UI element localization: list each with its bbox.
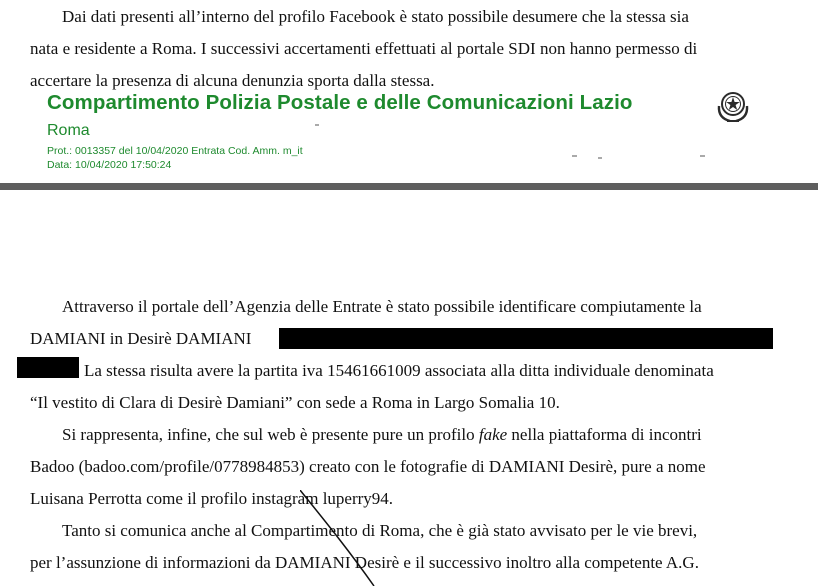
- top-paragraph-line-3: accertare la presenza di alcuna denunzia sporta dalla stessa.: [30, 71, 435, 90]
- paragraph-1-line-3: La stessa risulta avere la partita iva 15461661009 associata alla ditta individuale denominata: [84, 361, 714, 380]
- paragraph-2-line-2: Badoo (badoo.com/profile/0778984853) creato con le fotografie di DAMIANI Desirè, pure a nome: [30, 457, 706, 476]
- letterhead-date: Data: 10/04/2020 17:50:24: [47, 159, 172, 171]
- letterhead-city: Roma: [47, 122, 90, 139]
- paragraph-2-line-1-start: Si rappresenta, infine, che sul web è presente pure un profilo: [62, 425, 479, 444]
- paragraph-2-line-3: Luisana Perrotta come il profilo instagram luperry94.: [30, 489, 394, 508]
- paragraph-1-line-2: DAMIANI in Desirè DAMIANI: [30, 329, 252, 348]
- redaction-box: [17, 357, 79, 378]
- top-paragraph-line-2: nata e residente a Roma. I successivi accertamenti effettuati al portale SDI non hanno permesso di: [30, 39, 698, 58]
- paragraph-3-line-1: Tanto si comunica anche al Compartimento di Roma, che è già stato avvisato per le vie brevi,: [62, 521, 698, 540]
- pen-stroke-mark: [300, 490, 390, 586]
- scan-speck: [700, 155, 705, 157]
- paragraph-2-line-1: [62, 425, 702, 445]
- scan-speck: [315, 124, 319, 126]
- letterhead-title: Compartimento Polizia Postale e delle Comunicazioni Lazio: [47, 91, 633, 114]
- paragraph-2-line-1-end: nella piattaforma di incontri: [507, 425, 702, 444]
- paragraph-1-line-4: “Il vestito di Clara di Desirè Damiani” con sede a Roma in Largo Somalia 10.: [30, 393, 560, 412]
- top-paragraph-line-1: Dai dati presenti all’interno del profilo Facebook è stato possibile desumere che la stessa sia: [62, 7, 689, 26]
- letterhead-protocol: Prot.: 0013357 del 10/04/2020 Entrata Cod. Amm. m_it: [47, 145, 303, 157]
- paragraph-3-line-2: per l’assunzione di informazioni da DAMIANI Desirè e il successivo inoltro alla competente A.G.: [30, 553, 699, 572]
- italian-republic-emblem-icon: [716, 88, 750, 124]
- scan-speck: [598, 157, 602, 159]
- fake-emphasis: fake: [478, 425, 508, 444]
- page-separator: [0, 183, 818, 190]
- scan-speck: [572, 155, 577, 157]
- paragraph-1-line-1: Attraverso il portale dell’Agenzia delle Entrate è stato possibile identificare compiutamente la: [62, 297, 702, 316]
- redaction-box: [279, 328, 773, 349]
